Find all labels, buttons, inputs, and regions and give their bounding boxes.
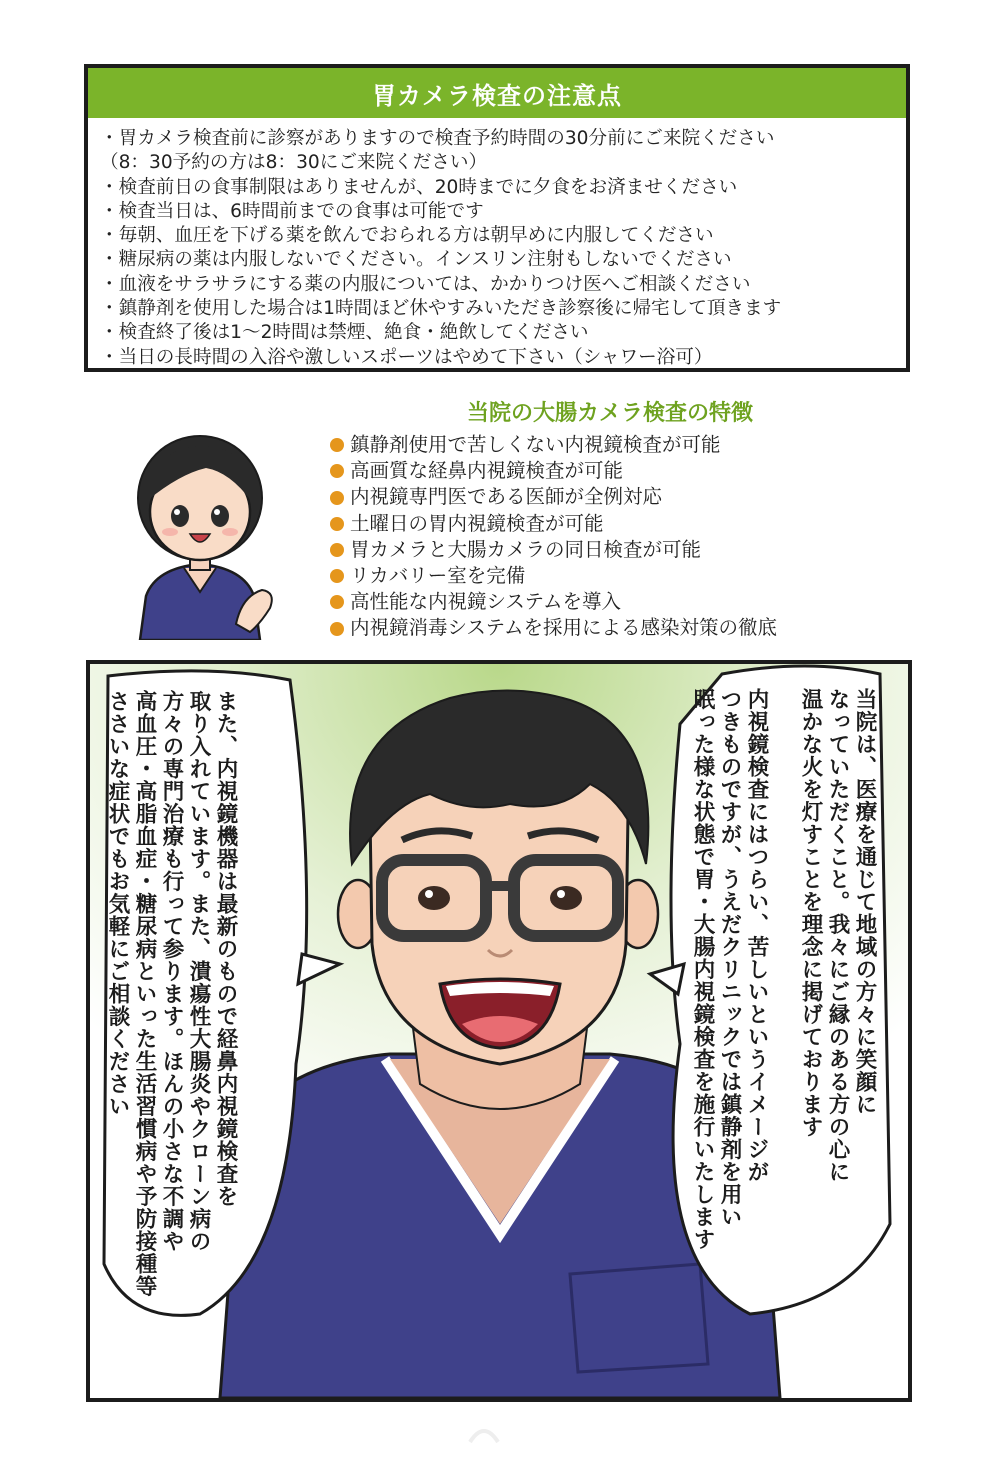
feature-item xyxy=(330,458,777,484)
footer-watermark-icon xyxy=(464,1418,504,1448)
precaution-item: ・毎朝、血圧を下げる薬を飲んでおられる方は朝早めに内服してください xyxy=(100,225,714,247)
nurse-illustration xyxy=(110,428,290,640)
bullet-dot-icon xyxy=(330,491,344,505)
speech-line: 取り入れています。また、潰瘍性大腸炎やクローン病の xyxy=(186,690,211,1253)
bullet-dot-icon xyxy=(330,438,344,452)
feature-text: 胃カメラと大腸カメラの同日検査が可能 xyxy=(350,537,702,561)
speech-line: 眠った様な状態で胃・大腸内視鏡検査を施行いたします xyxy=(690,688,715,1251)
feature-item xyxy=(330,537,777,563)
speech-line: つきものですが、うえだクリニックでは鎮静剤を用い xyxy=(717,688,742,1228)
precaution-item: （8：30予約の方は8：30にご来院ください） xyxy=(100,152,488,174)
speech-line: 温かな火を灯すことを理念に掲げております xyxy=(798,688,823,1138)
speech-line: 高血圧・高脂血症・糖尿病といった生活習慣病や予防接種等 xyxy=(132,690,157,1298)
precaution-item: ・当日の長時間の入浴や激しいスポーツはやめて下さい（シャワー浴可） xyxy=(100,346,713,368)
feature-text: 高性能な内視鏡システムを導入 xyxy=(350,590,622,614)
speech-bubble-left xyxy=(104,690,239,1298)
bullet-dot-icon xyxy=(330,622,344,636)
feature-text: 鎮静剤使用で苦しくない内視鏡検査が可能 xyxy=(350,433,721,456)
bullet-dot-icon xyxy=(330,595,344,609)
precaution-item: ・検査終了後は1～2時間は禁煙、絶食・絶飲してください xyxy=(100,322,589,344)
precaution-item: ・検査当日は、6時間前までの食事は可能です xyxy=(100,200,484,222)
precaution-item: ・糖尿病の薬は内服しないでください。インスリン注射もしないでください xyxy=(100,249,732,271)
feature-text: 内視鏡消毒システムを採用による感染対策の徹底 xyxy=(350,616,778,640)
precaution-item: ・血液をサラサラにする薬の内服については、かかりつけ医へご相談ください xyxy=(100,273,751,295)
precautions-list xyxy=(88,118,906,370)
bullet-dot-icon xyxy=(330,543,344,557)
feature-item xyxy=(330,511,777,537)
speech-line: なっていただくこと。我々にご縁のある方の心に xyxy=(825,688,850,1183)
speech-line: 当院は、医療を通じて地域の方々に笑顔に xyxy=(852,688,877,1116)
precautions-box xyxy=(84,64,910,372)
features-list xyxy=(330,432,777,642)
feature-item xyxy=(330,432,777,458)
feature-item xyxy=(330,589,777,615)
feature-text: 高画質な経鼻内視鏡検査が可能 xyxy=(350,459,624,483)
precaution-item: ・鎮静剤を使用した場合は1時間ほど休やすみいただき診察後に帰宅して頂きます xyxy=(100,298,782,320)
features-title: 当院の大腸カメラ検査の特徴 xyxy=(466,401,753,426)
manga-panel xyxy=(86,660,912,1402)
precautions-title: 胃カメラ検査の注意点 xyxy=(372,81,622,110)
feature-text: 土曜日の胃内視鏡検査が可能 xyxy=(350,511,604,535)
speech-bubble-right xyxy=(689,688,878,1251)
speech-line: ささいな症状でもお気軽にご相談ください xyxy=(105,690,130,1118)
speech-line: 方々の専門治療も行って参ります。ほんの小さな不調や xyxy=(159,690,184,1253)
speech-line: 内視鏡検査にはつらい、苦しいというイメージが xyxy=(744,688,769,1183)
precaution-item: ・検査前日の食事制限はありませんが、20時までに夕食をお済ませください xyxy=(100,176,738,198)
feature-item xyxy=(330,615,777,641)
bullet-dot-icon xyxy=(330,569,344,583)
feature-item xyxy=(330,563,777,589)
bullet-dot-icon xyxy=(330,464,344,478)
feature-text: 内視鏡専門医である医師が全例対応 xyxy=(350,485,663,509)
feature-item xyxy=(330,484,777,510)
speech-line: また、内視鏡機器は最新のもので経鼻内視鏡検査を xyxy=(213,690,238,1208)
bullet-dot-icon xyxy=(330,517,344,531)
precautions-header xyxy=(88,68,906,118)
feature-text: リカバリー室を完備 xyxy=(350,564,526,588)
precaution-item: ・胃カメラ検査前に診察がありますので検査予約時間の30分前にご来院ください xyxy=(100,128,775,149)
